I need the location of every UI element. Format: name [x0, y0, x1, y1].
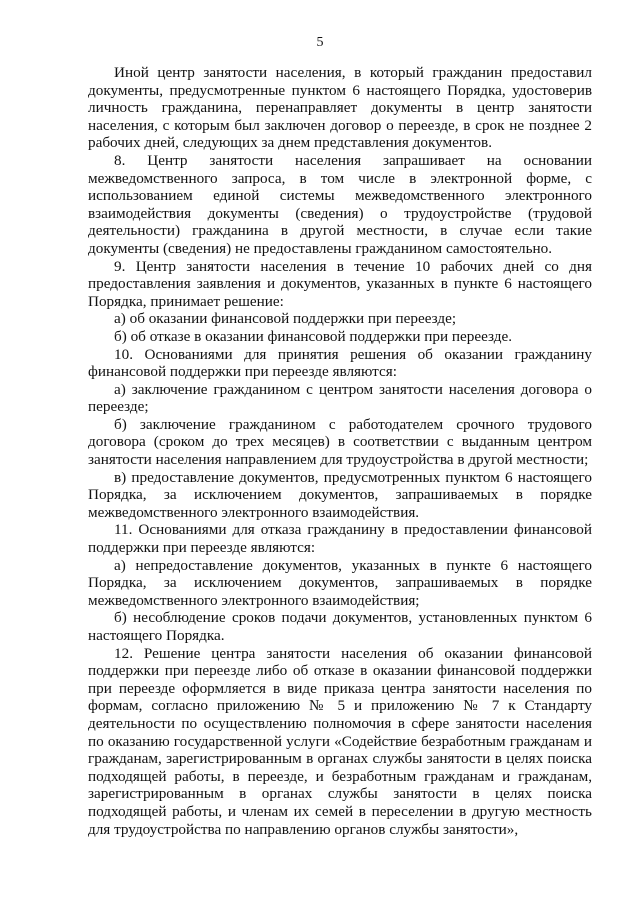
paragraph-10c: в) предоставление документов, предусмотренных пунктом 6 настоящего Порядка, за исключением документов, запрашиваемых в порядке межведомственного электронного взаимодействия.: [88, 468, 592, 521]
paragraph-10b: б) заключение гражданином с работодателем срочного трудового договора (сроком до трех месяцев) в соответствии с выданным центром занятости населения направлением для трудоустройства в другой местности;: [88, 415, 592, 469]
paragraph-12: 12. Решение центра занятости населения об оказании финансовой поддержки при переезде либо об отказе в оказании финансовой поддержки при переезде оформляется в виде приказа центра занятости населения по формам, согласно приложению № 5 и приложению № 7 к Стандарту деятельности по осуществлению полномочия в сфере занятости населения по оказанию государственной услуги «Содействие безработным гражданам и гражданам, зарегистрированным в органах службы занятости в целях поиска подходящей работы, в переезде, и безработным гражданам и гражданам, зарегистрированным в органах службы занятости в целях поиска подходящей работы, и членам их семей в переселении в другую местность для трудоустройства по направлению органов службы занятости»,: [88, 644, 592, 838]
paragraph-11b: б) несоблюдение сроков подачи документов, установленных пунктом 6 настоящего Порядка.: [88, 609, 592, 644]
paragraph-intro: Иной центр занятости населения, в который гражданин предоставил документы, предусмотренные пунктом 6 настоящего Порядка, удостоверив личность гражданина, перенаправляет документы в центр занятости населения, с которым был заключен договор о переезде, в срок не позднее 2 рабочих дней, следующих за днем представления документов.: [88, 64, 592, 152]
paragraph-11a: а) непредоставление документов, указанных в пункте 6 настоящего Порядка, за исключением документов, запрашиваемых в порядке межведомственного электронного взаимодействия;: [88, 556, 592, 609]
document-body: [88, 64, 592, 838]
paragraph-11: 11. Основаниями для отказа гражданину в предоставлении финансовой поддержки при переезде являются:: [88, 521, 592, 557]
paragraph-10a: а) заключение гражданином с центром занятости населения договора о переезде;: [88, 380, 592, 416]
paragraph-9b: б) об отказе в оказании финансовой поддержки при переезде.: [114, 327, 513, 345]
paragraph-9a: а) об оказании финансовой поддержки при переезде;: [114, 310, 457, 328]
paragraph-10: 10. Основаниями для принятия решения об оказании гражданину финансовой поддержки при переезде являются:: [88, 345, 592, 381]
paragraph-9: 9. Центр занятости населения в течение 10 рабочих дней со дня предоставления заявления и документов, указанных в пункте 6 настоящего Порядка, принимает решение:: [88, 257, 592, 310]
paragraph-8: 8. Центр занятости населения запрашивает на основании межведомственного запроса, в том числе в электронной форме, с использованием единой системы межведомственного электронного взаимодействия документы (сведения) о трудоустройстве (трудовой деятельности) гражданина в другой местности, в случае если такие документы (сведения) не предоставлены гражданином самостоятельно.: [88, 151, 592, 257]
page-number: 5: [316, 35, 324, 50]
